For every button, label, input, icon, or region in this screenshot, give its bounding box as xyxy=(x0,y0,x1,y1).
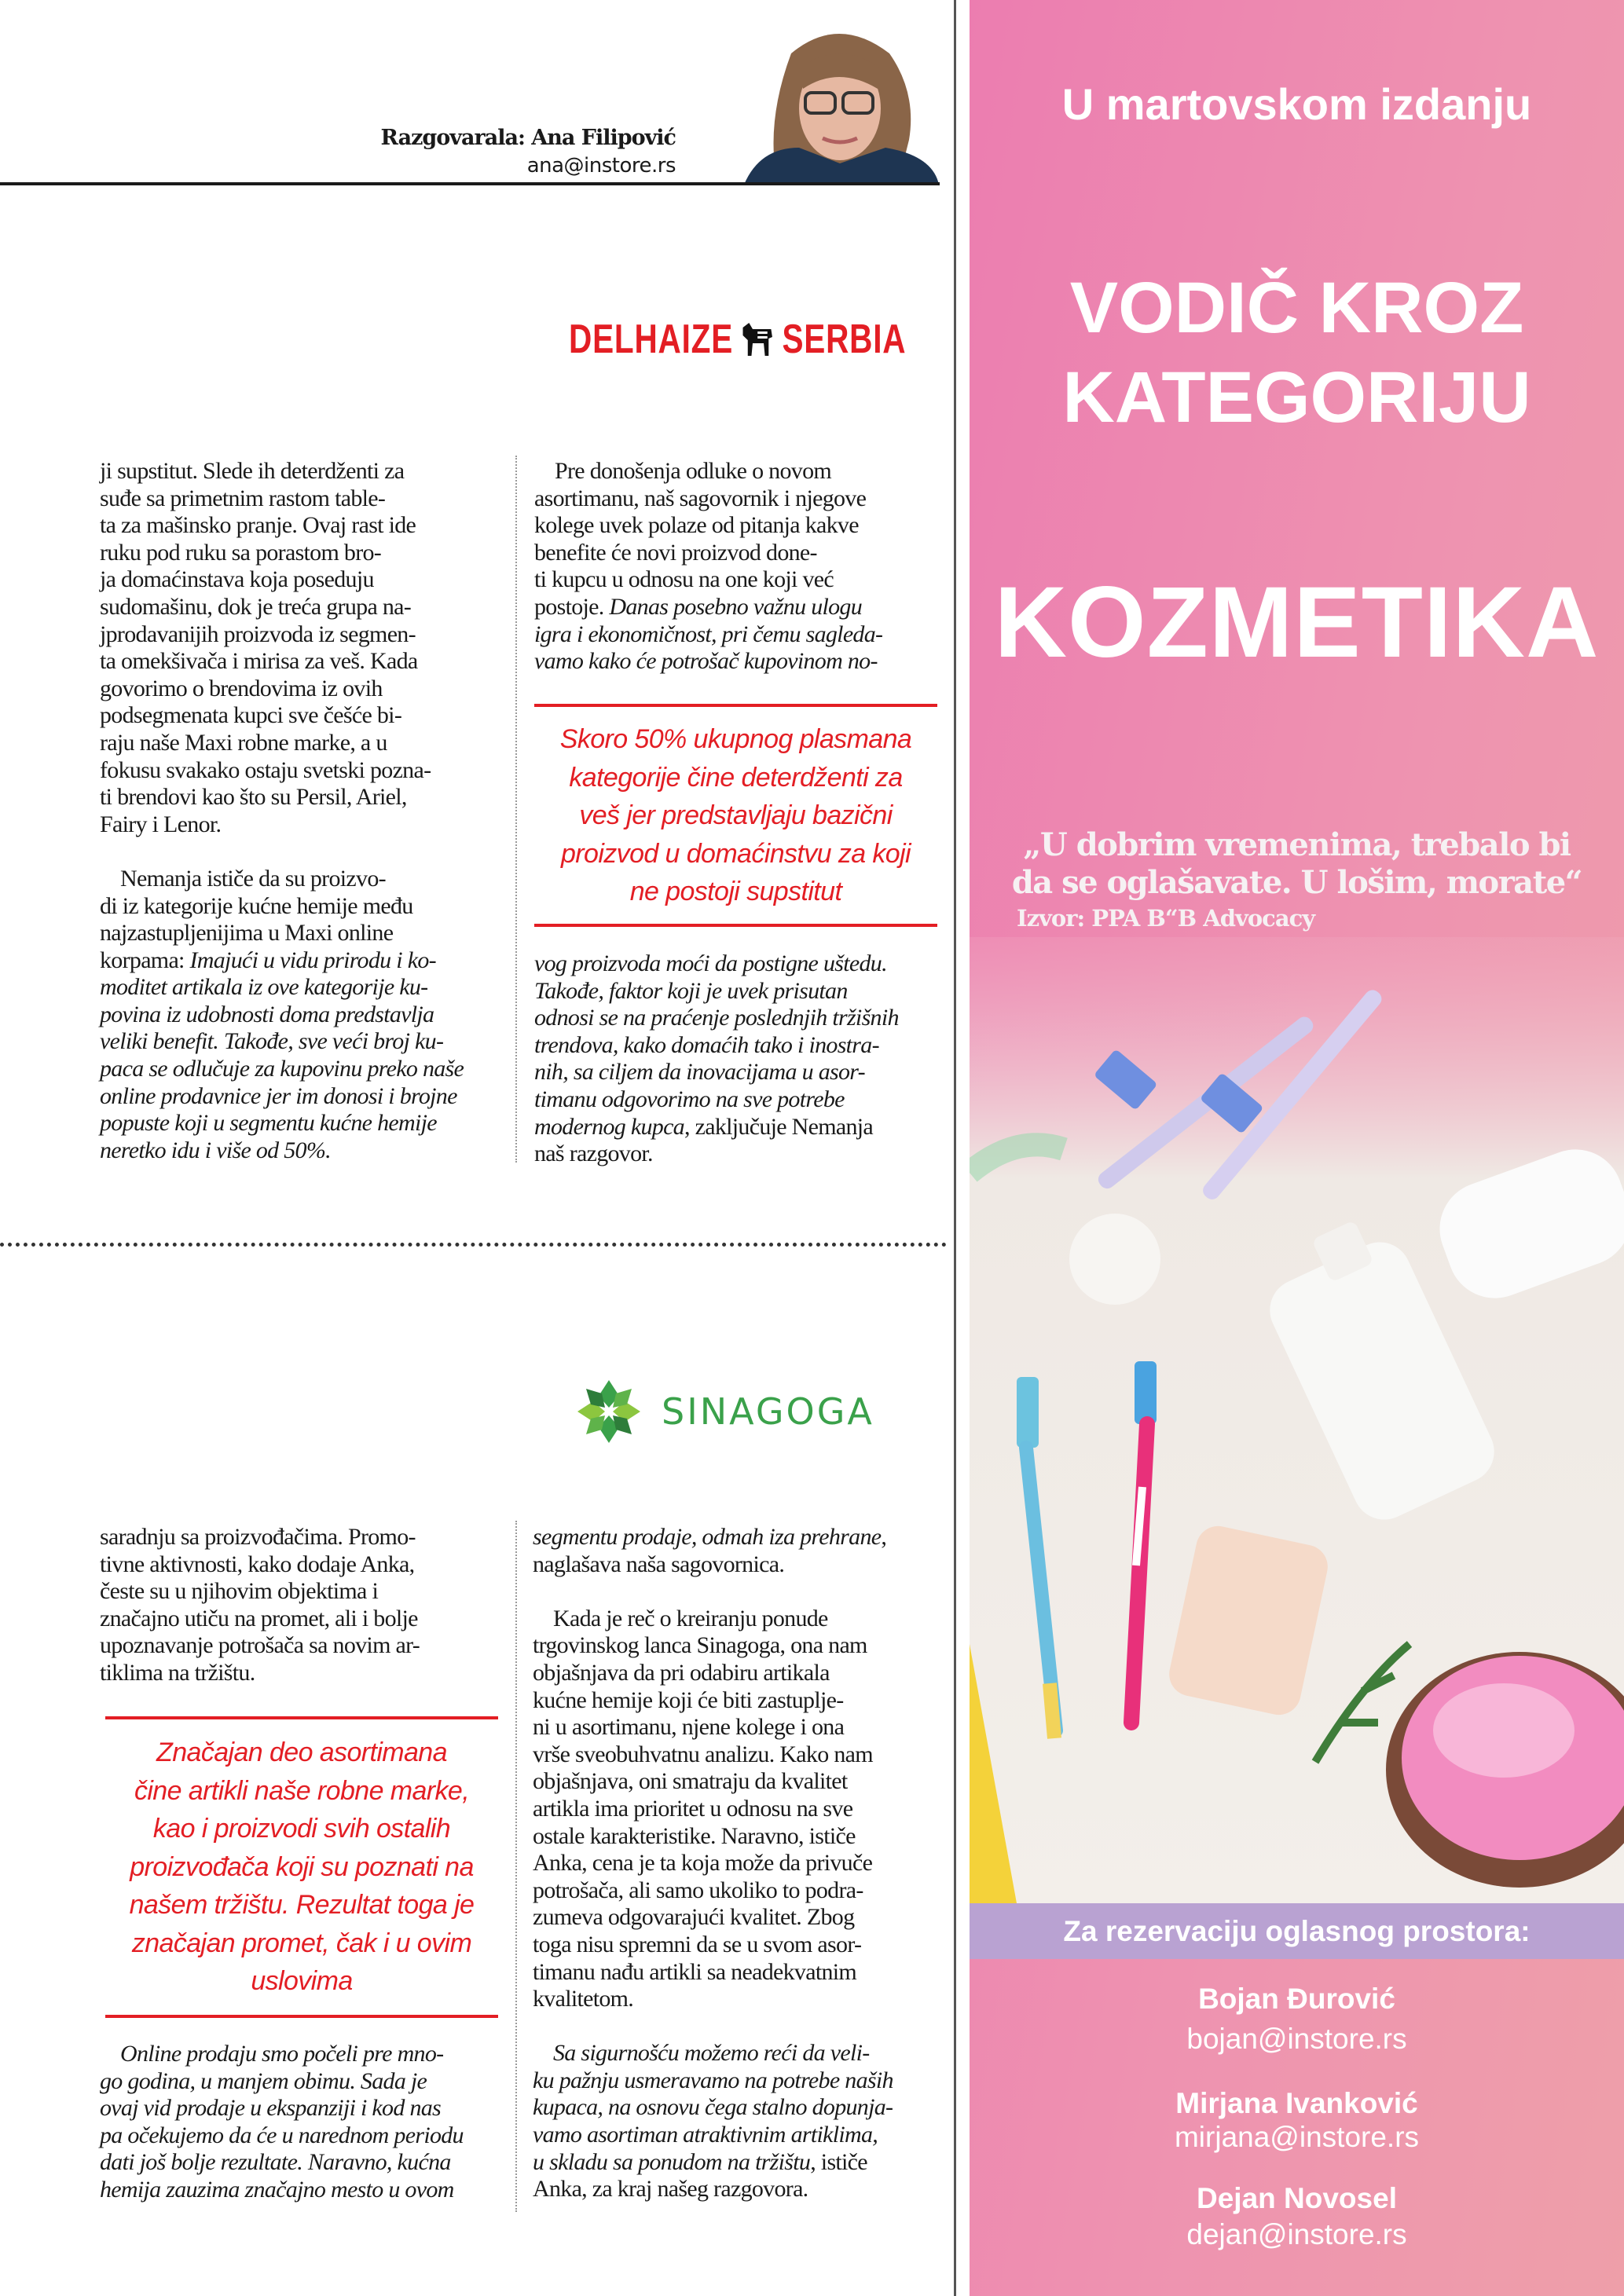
text-line: čine artikli naše robne marke, xyxy=(134,1775,470,1806)
text-line: ja domaćinstava koja poseduju xyxy=(100,566,374,593)
text-line: ji supstitut. Slede ih deterdženti za xyxy=(100,458,405,484)
text-line: benefite će novi proizvod done- xyxy=(534,539,817,566)
text-line xyxy=(534,1059,899,1086)
author-photo xyxy=(744,22,939,185)
byline-email[interactable]: ana@instore.rs xyxy=(526,154,676,178)
text: , zaključuje Nemanja xyxy=(684,1113,874,1140)
text-line xyxy=(100,2122,464,2150)
text-line xyxy=(100,838,464,866)
text-line xyxy=(534,594,882,621)
text-line xyxy=(100,1110,464,1137)
text: , ističe xyxy=(810,2148,867,2175)
italic-text: go godina, u manjem obimu. Sada je xyxy=(100,2067,427,2094)
italic-text: online prodavnice jer im donosi i brojne xyxy=(100,1082,457,1109)
text-line: sudomašinu, dok je treća grupa na- xyxy=(100,593,412,620)
text-line xyxy=(100,866,464,893)
ad-quote-line: da se oglašavate. U lošim, morate“ xyxy=(1011,864,1582,901)
italic-text: Danas posebno važnu ulogu xyxy=(609,593,863,620)
text-line: kolege uvek polaze od pitanja kakve xyxy=(534,512,859,539)
italic-text: nih, sa ciljem da inovacijama u asor- xyxy=(534,1059,865,1086)
text-line: ni u asortimanu, njene kolege i ona xyxy=(533,1714,845,1741)
text-line: ta za mašinsko pranje. Ovaj rast ide xyxy=(100,512,416,539)
italic-text: Imajući u vidu prirodu i ko- xyxy=(189,947,436,973)
text-line: naš razgovor. xyxy=(534,1141,653,1167)
italic-text: povina iz udobnosti doma predstavlja xyxy=(100,1001,434,1027)
text: Pre donošenja odluke o novom xyxy=(555,458,832,484)
italic-text: Takođe, faktor koji je uvek prisutan xyxy=(534,977,848,1004)
column-divider xyxy=(515,1521,517,2212)
text-line xyxy=(534,458,882,485)
sinagoga-logo xyxy=(574,1376,874,1447)
text-line xyxy=(100,2177,464,2204)
text-line: jprodavanijih proizvoda iz segmen- xyxy=(100,621,416,647)
contact-name: Dejan Novosel xyxy=(1197,2182,1397,2214)
text-line: zumeva odgovarajući kvalitet. Zbog xyxy=(533,1904,855,1931)
text-line: naglašava naša sagovornica. xyxy=(533,1551,785,1577)
text-line xyxy=(100,1083,464,1111)
text-line: najzastupljenijima u Maxi online xyxy=(100,920,394,947)
text-line xyxy=(533,1578,893,1606)
text-line xyxy=(100,1056,464,1083)
text-line: Fairy i Lenor. xyxy=(100,811,222,837)
ad-quote-line: „U dobrim vremenima, trebalo bi xyxy=(1023,826,1571,863)
delhaize-logo xyxy=(569,317,906,361)
italic-text: Online prodaju smo počeli pre mno- xyxy=(120,2041,444,2067)
booking-label: Za rezervaciju oglasnog prostora: xyxy=(1063,1914,1531,1947)
booking-bar xyxy=(970,1903,1624,1959)
text-line: česte su u njihovim objektima i xyxy=(100,1578,379,1605)
text-line xyxy=(533,2067,893,2095)
text-line: govorimo o brendovima iz ovih xyxy=(100,675,383,701)
italic-text: ovaj vid prodaje u ekspanziji i kod nas xyxy=(100,2095,442,2122)
text-line xyxy=(534,978,899,1005)
text-line xyxy=(534,648,882,676)
text-line: ostale karakteristike. Naravno, ističe xyxy=(533,1822,856,1849)
text-line: tivne aktivnosti, kako dodaje Anka, xyxy=(100,1551,415,1577)
text-line xyxy=(100,1028,464,1056)
s1-left-column xyxy=(100,458,464,1164)
italic-text: veliki benefit. Takođe, sve veći broj ku- xyxy=(100,1028,444,1055)
pullquote-rule-top xyxy=(534,704,937,707)
text: Kada je reč o kreiranju ponude xyxy=(553,1605,828,1631)
text-line: značajno utiču na promet, ali i bolje xyxy=(100,1605,418,1631)
text: postoje. xyxy=(534,593,610,620)
text-line xyxy=(533,2122,893,2149)
text-line: toga nisu spremni da se u svom asor- xyxy=(533,1931,862,1957)
text-line: ti brendovi kao što su Persil, Ariel, xyxy=(100,784,407,811)
text-line xyxy=(100,2149,464,2177)
text-line: podsegmenata kupci sve češće bi- xyxy=(100,702,402,729)
text-line: kategorije čine deterdženti za xyxy=(569,762,903,793)
contact-name: Mirjana Ivanković xyxy=(1175,2087,1418,2119)
italic-text: ku pažnju usmeravamo na potrebe naših xyxy=(533,2067,893,2093)
s2-left-column-top xyxy=(100,1524,420,1687)
page-divider xyxy=(954,0,956,2296)
text-line xyxy=(100,2068,464,2096)
byline xyxy=(381,124,676,179)
text-line xyxy=(534,1005,899,1032)
contact-name: Bojan Đurović xyxy=(1198,1983,1395,2015)
text-line xyxy=(534,950,899,978)
contact-email[interactable]: mirjana@instore.rs xyxy=(1174,2121,1420,2153)
italic-text: timanu odgovorimo na sve potrebe xyxy=(534,1086,845,1112)
pullquote xyxy=(105,1734,498,2001)
text-line: ne postoji supstitut xyxy=(629,877,842,906)
text-line: ta omekšivača i mirisa za veš. Kada xyxy=(100,648,418,675)
contact-email[interactable]: dejan@instore.rs xyxy=(1186,2218,1407,2250)
text-line: vrše sveobuhvatnu analizu. Kako nam xyxy=(533,1741,873,1767)
text-line: raju naše Maxi robne marke, a u xyxy=(100,729,387,756)
text-line: timanu nađu artikli sa neadekvatnim xyxy=(533,1958,857,1985)
text-line xyxy=(533,2013,893,2041)
italic-text: kupaca, na osnovu čega stalno dopunja- xyxy=(533,2094,893,2121)
sinagoga-logo-text: SINAGOGA xyxy=(662,1390,874,1433)
s2-left-column-bottom xyxy=(100,2041,464,2204)
sinagoga-flower-icon xyxy=(574,1376,644,1447)
text-line: Anka, cena je ta koja može da privuče xyxy=(533,1850,873,1877)
text-line: uslovima xyxy=(251,1966,353,1996)
italic-text: igra i ekonomičnost, pri čemu sagleda- xyxy=(534,621,883,647)
text-line: kvalitetom. xyxy=(533,1986,634,2012)
text-line: našem tržištu. Rezultat toga je xyxy=(129,1890,475,1920)
text-line: asortimanu, naš sagovornik i njegove xyxy=(534,485,867,511)
text-line: ti kupcu u odnosu na one koji već xyxy=(534,566,834,593)
text-line: Značajan deo asortimana xyxy=(156,1738,447,1767)
text-line xyxy=(534,1032,899,1060)
text-line: značajan promet, čak i u ovim xyxy=(131,1928,472,1958)
text-line xyxy=(533,1606,893,1633)
text-line: trgovinskog lanca Sinagoga, ona nam xyxy=(533,1632,867,1659)
text-line: Skoro 50% ukupnog plasmana xyxy=(559,724,912,754)
text-line: kućne hemije koji će biti zastuplje- xyxy=(533,1686,844,1713)
lion-icon xyxy=(740,321,775,357)
ad-title-line: VODIČ KROZ xyxy=(1069,268,1524,348)
italic-text: odnosi se na praćenje poslednjih tržišnih xyxy=(534,1005,899,1031)
italic-text: paca se odlučuje za kupovinu preko naše xyxy=(100,1056,464,1082)
text-line: objašnjava, oni smatraju da kvalitet xyxy=(533,1768,848,1795)
s1-right-column-top xyxy=(534,458,882,676)
text-line xyxy=(100,1137,464,1165)
italic-text: pa očekujemo da će u narednom periodu xyxy=(100,2122,464,2148)
text-line: proizvod u domaćinstvu za koji xyxy=(560,838,911,869)
text-line: upoznavanje potrošača sa novim ar- xyxy=(100,1632,420,1659)
text-line xyxy=(533,2040,893,2067)
text-line: fokusu svakako ostaju svetski pozna- xyxy=(100,756,431,783)
pullquote xyxy=(534,720,937,911)
text: Nemanja ističe da su proizvo- xyxy=(120,865,386,892)
italic-text: vog proizvoda moći da postigne uštedu. xyxy=(534,950,887,976)
delhaize-logo-text: DELHAIZE xyxy=(569,317,734,362)
text: , xyxy=(881,1524,887,1550)
text-line: suđe sa primetnim rastom table- xyxy=(100,485,386,511)
ad-category: KOZMETIKA xyxy=(994,566,1600,679)
s2-right-column xyxy=(533,1524,893,2203)
italic-text: trendova, kako domaćih tako i inostra- xyxy=(534,1031,879,1058)
text-line xyxy=(533,2149,893,2177)
contact-email[interactable]: bojan@instore.rs xyxy=(1186,2023,1407,2055)
italic-text: vamo asortiman atraktivnim artiklima, xyxy=(533,2122,878,2148)
text-line xyxy=(534,1114,899,1141)
italic-text: segmentu prodaje, odmah iza prehrane xyxy=(533,1524,882,1550)
text-line: proizvođača koji su poznati na xyxy=(130,1851,474,1882)
text-line xyxy=(100,974,464,1002)
text-line xyxy=(533,2094,893,2122)
ad-quote-source: Izvor: PPA B“B Advocacy xyxy=(1017,905,1315,932)
text-line: artikla ima prioritet u odnosu na sve xyxy=(533,1795,853,1822)
text-line: saradnju sa proizvođačima. Promo- xyxy=(100,1524,416,1550)
italic-text: vamo kako će potrošač kupovinom no- xyxy=(534,648,878,675)
text-line xyxy=(100,1002,464,1029)
s1-right-column-bottom xyxy=(534,950,899,1168)
text-line xyxy=(100,2095,464,2122)
text-line: kao i proizvodi svih ostalih xyxy=(152,1814,451,1844)
cosmetics-photo xyxy=(970,937,1624,1903)
ad-title-line: KATEGORIJU xyxy=(1062,357,1531,438)
text-line xyxy=(534,1086,899,1114)
text-line xyxy=(533,1524,893,1551)
delhaize-logo-text: SERBIA xyxy=(782,317,907,362)
text-line: objašnjava da pri odabiru artikala xyxy=(533,1659,830,1686)
text-line: potrošača, ali samo ukoliko to podra- xyxy=(533,1877,863,1903)
text-line: veš jer predstavljaju bazični xyxy=(579,800,893,830)
ad-kicker: U martovskom izdanju xyxy=(1061,79,1532,129)
column-divider xyxy=(515,456,517,1163)
italic-text: modernog kupca xyxy=(534,1113,684,1140)
italic-text: moditet artikala iz ove kategorije ku- xyxy=(100,974,428,1001)
text-line: tiklima na tržištu. xyxy=(100,1659,255,1686)
text-line xyxy=(534,621,882,649)
italic-text: popuste koji u segmentu kućne hemije xyxy=(100,1110,437,1137)
section-separator xyxy=(0,1243,947,1247)
byline-name: Razgovarala: Ana Filipović xyxy=(380,126,676,150)
italic-text: neretko idu i više od 50%. xyxy=(100,1137,331,1163)
text-line xyxy=(100,947,464,975)
text-line xyxy=(100,2041,464,2068)
text-line: di iz kategorije kućne hemije među xyxy=(100,892,413,919)
text-line: Anka, za kraj našeg razgovora. xyxy=(533,2176,808,2203)
pullquote-rule-top xyxy=(105,1716,498,1719)
header-rule xyxy=(0,182,940,185)
italic-text: u skladu sa ponudom na tržištu xyxy=(533,2148,811,2175)
text-line: ruku pod ruku sa porastom bro- xyxy=(100,539,382,566)
pullquote-rule-bottom xyxy=(105,2015,498,2018)
italic-text: hemija zauzima značajno mesto u ovom xyxy=(100,2176,454,2203)
pullquote-rule-bottom xyxy=(534,924,937,927)
ad-panel[interactable] xyxy=(970,0,1624,2296)
text: korpama: xyxy=(100,947,190,973)
italic-text: Sa sigurnošću možemo reći da veli- xyxy=(553,2040,870,2067)
italic-text: dati još bolje rezultate. Naravno, kućna xyxy=(100,2149,451,2176)
